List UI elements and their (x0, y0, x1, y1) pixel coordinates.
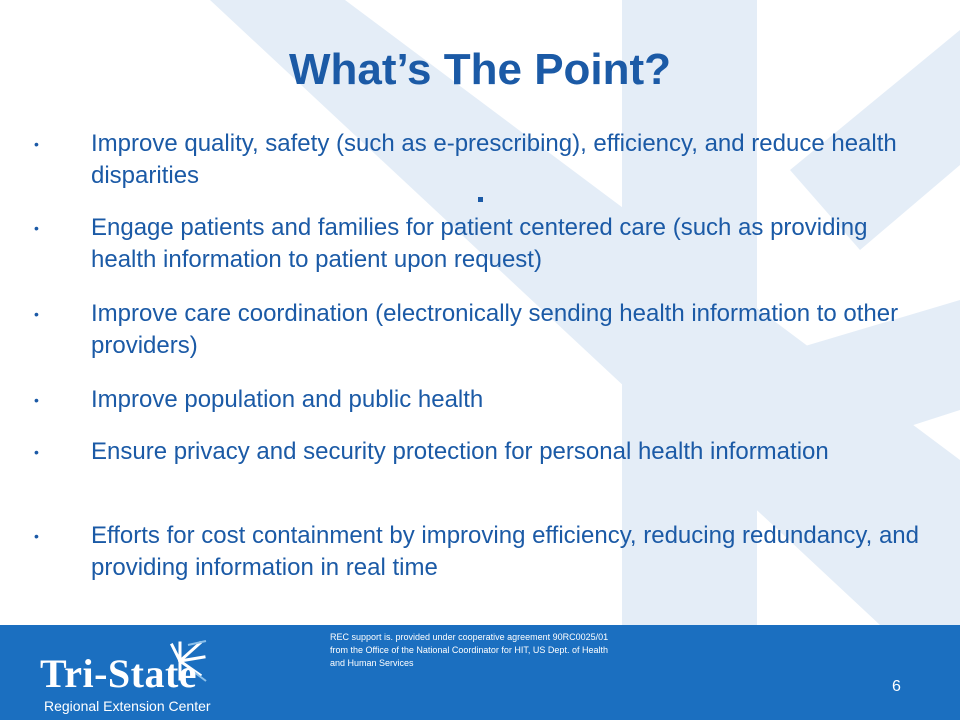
bullet-icon: • (34, 220, 39, 236)
bullet-icon: • (34, 444, 39, 460)
logo-subtitle: Regional Extension Center (44, 698, 211, 714)
bullet-text: Ensure privacy and security protection for personal health information (91, 438, 829, 465)
funding-disclaimer: REC support is. provided under cooperative agreement 90RC0025/01 from the Office of the National Coordinator for HIT, US Dept. of Health and Human Services (330, 632, 609, 668)
slide-title: What’s The Point? (288, 45, 672, 94)
bullet-icon: • (34, 392, 39, 408)
bullet-item (34, 298, 934, 362)
bullet-item (34, 384, 934, 416)
logo-name: Tri-State (40, 651, 198, 696)
bullet-item (34, 520, 934, 584)
bullet-icon: • (34, 306, 39, 322)
stray-dot (478, 197, 483, 202)
bullet-item (34, 128, 934, 192)
bullet-text: Improve quality, safety (such as e-prescribing), efficiency, and reduce health disparities (91, 130, 897, 189)
bullet-text: Improve population and public health (91, 386, 484, 413)
tri-state-logo (0, 625, 260, 720)
bullet-text: Engage patients and families for patient centered care (such as providing health information to patient upon request) (91, 214, 868, 273)
bullet-item (34, 436, 934, 468)
bullet-text: Efforts for cost containment by improving efficiency, reducing redundancy, and providing information in real time (91, 522, 919, 581)
bullet-text: Improve care coordination (electronically sending health information to other providers) (91, 300, 899, 359)
bullet-icon: • (34, 136, 39, 152)
page-number: 6 (892, 678, 901, 695)
bullet-item (34, 212, 934, 276)
footer-bar (0, 625, 960, 720)
bullet-icon: • (34, 528, 39, 544)
